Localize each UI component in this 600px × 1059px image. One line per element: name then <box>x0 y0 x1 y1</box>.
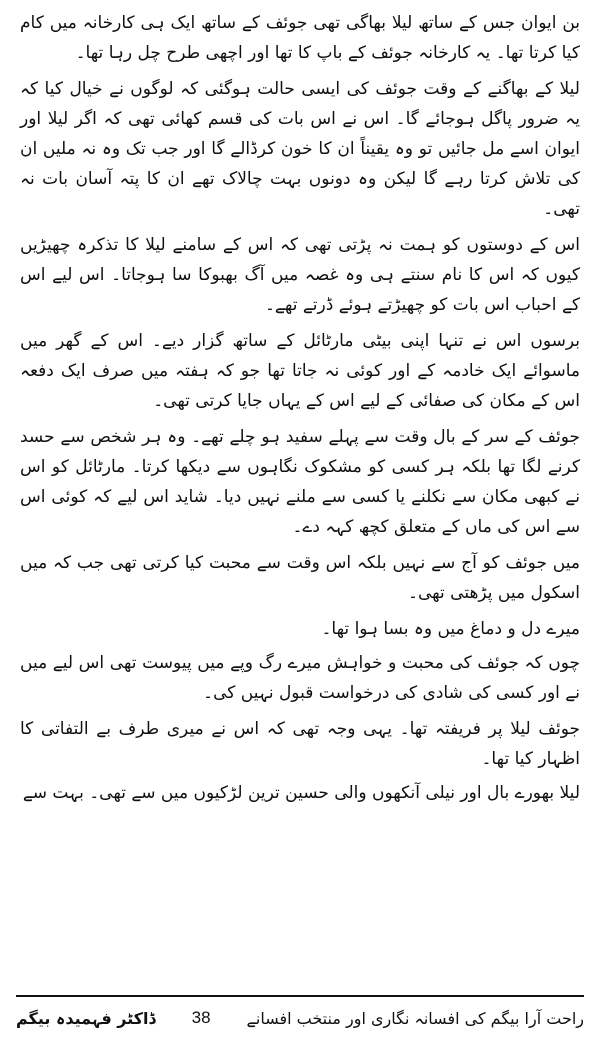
page-footer <box>16 1002 584 1034</box>
paragraph-6: میں جوئف کو آج سے نہیں بلکہ اس وقت سے محبت کیا کرتی تھی جب کہ میں اسکول میں پڑھتی تھی۔ <box>20 553 580 603</box>
paragraph-8: چوں کہ جوئف کی محبت و خواہش میرے رگ وپے میں پیوست تھی اس لیے میں نے اور کسی کی شادی کی درخواست قبول نہیں کی۔ <box>20 653 580 703</box>
paragraph-4: برسوں اس نے تنہا اپنی بیٹی مارٹائل کے ساتھ گزار دیے۔ اس کے گھر میں ماسوائے ایک خادمہ کے اور کوئی نہ جاتا تھا جو کہ ہفتہ میں صرف ایک دفعہ اس کے مکان کی صفائی کے لیے اس کے یہاں جایا کرتی تھی۔ <box>20 331 580 411</box>
paragraph-10: لیلا بھورے بال اور نیلی آنکھوں والی حسین ترین لڑکیوں میں سے تھی۔ بہت سے <box>22 783 580 803</box>
paragraph-3: اس کے دوستوں کو ہمت نہ پڑتی تھی کہ اس کے سامنے لیلا کا تذکرہ چھیڑیں کیوں کہ اس کا نام سنتے ہی وہ غصہ میں آگ بھبوکا سا ہوجاتا۔ اس لیے اس کے احباب اس بات کو چھیڑتے ہوئے ڈرتے تھے۔ <box>20 235 580 315</box>
page-number: 38 <box>191 1008 211 1027</box>
footer-book-title: راحت آرا بیگم کی افسانہ نگاری اور منتخب افسانے <box>246 1008 584 1028</box>
footer-author: ڈاکٹر فہمیدہ بیگم <box>16 1008 156 1028</box>
paragraph-1: بن ایوان جس کے ساتھ لیلا بھاگی تھی جوئف کے ساتھ ایک ہی کارخانہ میں کام کیا کرتا تھا۔ یہ کارخانہ جوئف کے باپ کا تھا اور اچھی طرح چل رہا تھا۔ <box>20 13 580 63</box>
body-text <box>20 8 580 814</box>
footer-divider <box>16 995 584 997</box>
paragraph-5: جوئف کے سر کے بال وقت سے پہلے سفید ہو چلے تھے۔ وہ ہر شخص سے حسد کرنے لگا تھا بلکہ ہر کسی کو مشکوک نگاہوں سے دیکھا کرتا۔ مارٹائل کو اس نے کبھی مکان سے نکلنے یا کسی سے ملنے نہیں دیا۔ شاید اس لیے کہ کوئی اس سے اس کی ماں کے متعلق کچھ کہہ دے۔ <box>20 427 580 537</box>
paragraph-7: میرے دل و دماغ میں وہ بسا ہوا تھا۔ <box>321 619 580 639</box>
paragraph-9: جوئف لیلا پر فریفتہ تھا۔ یہی وجہ تھی کہ اس نے میری طرف بے التفاتی کا اظہار کیا تھا۔ <box>20 719 580 769</box>
paragraph-2: لیلا کے بھاگنے کے وقت جوئف کی ایسی حالت ہوگئی کہ لوگوں نے خیال کیا کہ یہ ضرور پاگل ہوجائے گا۔ اس نے اس بات کی قسم کھائی تھی کہ اگر لیلا اور ایوان اسے مل جائیں تو وہ یقیناً ان کا خون کرڈالے گا اور جب تک وہ نہ ملیں ان کی تلاش کرتا رہے گا لیکن وہ دونوں بہت چالاک تھے ان کا پتہ آسان بات نہ تھی۔ <box>20 79 580 219</box>
